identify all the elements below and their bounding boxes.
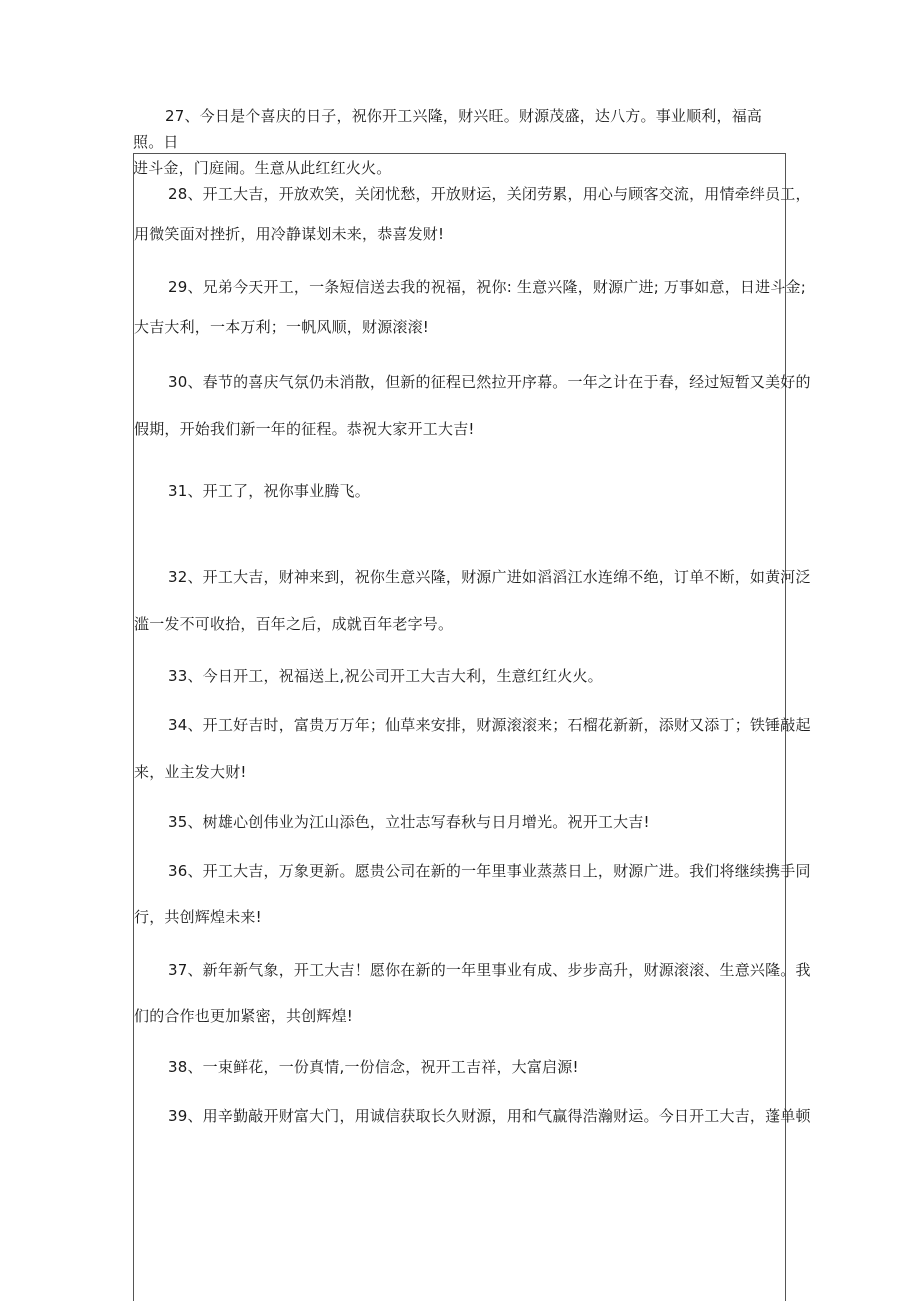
paragraph-34 <box>134 715 811 782</box>
paragraph-32 <box>134 567 811 634</box>
bordered-text-frame <box>133 153 811 1301</box>
paragraph-31 <box>134 481 787 501</box>
paragraph-28 <box>134 184 811 244</box>
paragraph-line: 行，共创辉煌未来! <box>134 908 262 926</box>
paragraph-line: 们的合作也更加紧密，共创辉煌! <box>134 1007 354 1025</box>
paragraph-line: 大吉大利，一本万利；一帆风顺，财源滚滚! <box>134 318 430 336</box>
paragraph-line: 假期，开始我们新一年的征程。恭祝大家开工大吉! <box>134 420 475 438</box>
paragraph-line: 36、开工大吉，万象更新。愿贵公司在新的一年里事业蒸蒸日上，财源广进。我们将继续携手同 <box>168 862 811 880</box>
paragraph-line: 33、今日开工，祝福送上,祝公司开工大吉大利，生意红红火火。 <box>168 667 603 685</box>
paragraph-29 <box>134 277 806 337</box>
paragraph-line: 32、开工大吉，财神来到，祝你生意兴隆，财源广进如滔滔江水连绵不绝，订单不断，如黄河泛 <box>168 568 811 586</box>
paragraph-33 <box>134 666 787 686</box>
paragraph-line: 37、新年新气象，开工大吉！愿你在新的一年里事业有成、步步高升，财源滚滚、生意兴隆。我 <box>168 961 811 979</box>
paragraph-38 <box>134 1057 787 1077</box>
paragraph-line: 31、开工了，祝你事业腾飞。 <box>168 482 370 500</box>
intro-line-2: 进斗金，门庭闹。生意从此红红火火。 <box>133 159 392 177</box>
paragraph-39 <box>134 1106 811 1126</box>
paragraph-line: 35、树雄心创伟业为江山添色，立壮志写春秋与日月增光。祝开工大吉! <box>168 813 650 831</box>
paragraph-line: 28、开工大吉，开放欢笑，关闭忧愁，开放财运，关闭劳累，用心与顾客交流，用情牵绊员工， <box>168 185 811 203</box>
paragraph-line: 34、开工好吉时，富贵万万年；仙草来安排，财源滚滚来；石榴花新新，添财又添丁；铁锤敲起 <box>168 716 811 734</box>
paragraph-line: 39、用辛勤敲开财富大门，用诚信获取长久财源，用和气赢得浩瀚财运。今日开工大吉，蓬单顿 <box>168 1107 811 1125</box>
paragraph-line: 38、一束鲜花，一份真情,一份信念，祝开工吉祥，大富启源! <box>168 1058 579 1076</box>
paragraph-line: 29、兄弟今天开工，一条短信送去我的祝福，祝你: 生意兴隆，财源广进; 万事如意，日进斗金; <box>168 278 806 296</box>
paragraph-37 <box>134 960 811 1026</box>
intro-line-1: 27、今日是个喜庆的日子，祝你开工兴隆，财兴旺。财源茂盛，达八方。事业顺利，福高照。日 <box>133 107 763 151</box>
paragraph-line: 来，业主发大财! <box>134 763 247 781</box>
paragraph-35 <box>134 812 787 832</box>
paragraph-30 <box>134 372 811 439</box>
paragraph-36 <box>134 861 811 927</box>
paragraph-line: 30、春节的喜庆气氛仍未消散，但新的征程已然拉开序幕。一年之计在于春，经过短暂又美好的 <box>168 373 811 391</box>
paragraph-line: 滥一发不可收拾，百年之后，成就百年老字号。 <box>134 615 454 633</box>
paragraph-line: 用微笑面对挫折，用冷静谋划未来，恭喜发财! <box>134 225 445 243</box>
